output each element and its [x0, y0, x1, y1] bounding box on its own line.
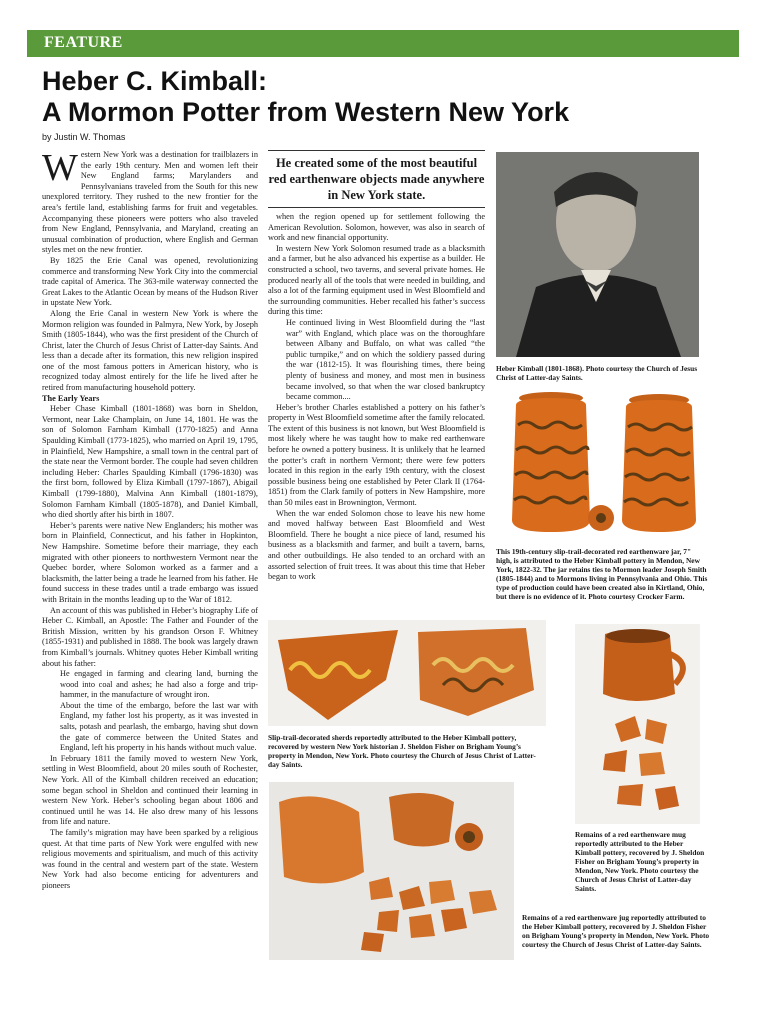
sherds-caption: Slip-trail-decorated sherds reportedly attributed to the Heber Kimball pottery, recovered by western New York historian J. Sheldon Fisher on Brigham Young’s property in Mendon, New York. Photo courtesy the Church of Jesus Christ of Latter-day Saints.	[268, 733, 536, 769]
paragraph: An account of this was published in Heber’s biography Life of Heber C. Kimball, an Apostle: The Father and Founder of the British Mission, written by his grandson Orson F. Whitney (1855-1931) and published in 1888. The book was largely drawn from Kimball’s journals. Whitney quotes Heber Kimball writing about his father:	[42, 605, 258, 668]
block-quote: He continued living in West Bloomfield during the “last war” with England, which place was on the thoroughfare between Albany and Buffalo, on what was called “the public turnpike,” and on which the soldiery passed during the war (1812-15). It was flourishing times, there being plenty of business and money, and most men in business became involved, so that when the war closed bankruptcy became common....	[286, 317, 485, 402]
block-quote: About the time of the embargo, before the last war with England, my father lost his property, as it was invested in salts, potash and pearlash, the embargo, having shut down the gate of commerce between the United States and England, left his property in his hands without much value.	[60, 700, 258, 753]
column-2	[268, 212, 485, 583]
section-banner	[27, 30, 739, 57]
jars-photo	[496, 390, 708, 540]
paragraph: In western New York Solomon resumed trade as a blacksmith and a farmer, but he also advanced his expertise as a builder. He constructed a school, two taverns, and several private homes. He produced nearly all of the tools that were needed in building, and also a lot of the farming equipment used in West Bloomfield and the surrounding communities. Heber recalled his father’s success during this time:	[268, 243, 485, 317]
byline: by Justin W. Thomas	[42, 132, 126, 142]
portrait-photo	[496, 152, 699, 357]
paragraph: In February 1811 the family moved to western New York, settling in West Bloomfield, about 20 miles south of Rochester, New York. All of the Kimball children received an education; some began school in Sheldon and continued their learning in western New York. Heber’s schooling began about 1806 and continued until he was 14. He also drew many of his lessons from life and nature.	[42, 753, 258, 827]
column-1	[42, 147, 258, 892]
portrait-caption: Heber Kimball (1801-1868). Photo courtesy the Church of Jesus Christ of Latter-day Saints.	[496, 364, 698, 382]
sherds-photo	[268, 620, 546, 726]
mug-caption: Remains of a red earthenware mug reportedly attributed to the Heber Kimball pottery, recovered by J. Sheldon Fisher on Brigham Young’s property in Mendon, New York. Photo courtesy the Church of Jesus Christ of Latter-day Saints.	[575, 830, 705, 893]
jug-caption: Remains of a red earthenware jug reportedly attributed to the Heber Kimball pottery, recovered by J. Sheldon Fisher on Brigham Young’s property in Mendon, New York. Photo courtesy the Church of Jesus Christ of Latter-day Saints.	[522, 913, 710, 949]
mug-photo	[575, 624, 700, 824]
paragraph: Western New York was a destination for trailblazers in the early 19th century. Men and women left their New England farms; Marylanders and Pennsylvanians traveled from the South for this new unexplored territory. They rushed to the new frontier for the area’s fertile land, establishing farms for fruit and vegetables. Accompanying these pioneers were potters who also traveled from New England, Pennsylvania, and Maryland, creating an unusual combination of production, where English and German styles met on the new frontier.	[42, 147, 258, 255]
paragraph: Heber’s brother Charles established a pottery on his father’s property in West Bloomfield sometime after the family relocated. The extent of this business is not known, but West Bloomfield is most likely where he was taught how to make red earthenware before he owned a pottery business. It is unlikely that he learned the potter’s craft in northern Vermont; there were few potters located in this region in the early 19th century, with the closest possible business being one established by Peter Clark II (1764-1851) from the Clark family of potters in New Hampshire, more than 50 miles east in Brownington, Vermont.	[268, 402, 485, 508]
drop-cap: W	[42, 147, 78, 189]
pull-quote: He created some of the most beautiful red earthenware objects made anywhere in New York state.	[268, 150, 485, 208]
paragraph: Heber Chase Kimball (1801-1868) was born in Sheldon, Vermont, near Lake Champlain, on June 14, 1801. He was the son of Solomon Farnham Kimball (1770-1825) and Anna Spaulding Kimball (1773-1825), who married on April 19, 1795, in Plainfield, New Hampshire, a small town in the central part of the state near the Vermont border. The couple had seven children including Heber: Charles Spaulding Kimball (1796-1830) was the first born, followed by Eliza Kimball (1797-1867), Abigail Kimball (1799-1880), Malvina Ann Kimball (1801-1879), Solomon Farnham Kimball (1805-1878), and Daniel Kimball, who died shortly after his birth in 1807.	[42, 404, 258, 520]
paragraph: Heber’s parents were native New Englanders; his mother was born in Plainfield, Connecticut, and his father in Hopkinton, New Hampshire. Sometime before their marriage, they each migrated with other pioneers to northwestern Vermont near the Quebec border, where Solomon worked as a farmer and a blacksmith, the latter being a trade he learned from his father. He found success in these trades until a trade embargo was issued with Britain in the months leading up to the War of 1812.	[42, 520, 258, 604]
paragraph: By 1825 the Erie Canal was opened, revolutionizing commerce and transforming New York City into the commercial trade capital of America. The 363-mile waterway connected the Great Lakes to the Atlantic Ocean by means of the Hudson River in upstate New York.	[42, 255, 258, 308]
jars-caption: This 19th-century slip-trail-decorated red earthenware jar, 7" high, is attributed to the Heber Kimball pottery in Mendon, New York, 1822-32. The jar retains ties to Mormon leader Joseph Smith (1805-1844) and to Mormons living in Pennsylvania and Ohio. This type of production could have been created also in Kirtland, Ohio, but there is no evidence of it. Photo courtesy Crocker Farm.	[496, 547, 708, 601]
section-label: FEATURE	[44, 34, 123, 51]
subheading: The Early Years	[42, 393, 100, 403]
article-title	[42, 66, 742, 128]
title-line-2: A Mormon Potter from Western New York	[42, 97, 570, 127]
paragraph: When the war ended Solomon chose to leave his new home and moved halfway between East Bloomfield and West Bloomfield. There he bought a nice piece of land, resumed his business as a blacksmith and farmer, and built a tavern, barns, and other outbuildings. He also tended to an orchard with an assorted selection of fruit trees. It was about this time that Heber began to work	[268, 508, 485, 582]
jug-photo	[269, 782, 514, 960]
paragraph: Along the Erie Canal in western New York is where the Mormon religion was founded in Palmyra, New York, by Joseph Smith (1805-1844), who was the first president of the Church of Christ, later the Church of Jesus Christ of Latter-day Saints. And less than a decade after its formation, this new religion inspired one of the most famous potters in American history, who is recognized today almost entirely for the life he lived after he retired from manufacturing household pottery.	[42, 308, 258, 393]
paragraph: when the region opened up for settlement following the American Revolution. Solomon, however, was also in search of work and new financial opportunity.	[268, 212, 485, 243]
block-quote: He engaged in farming and clearing land, burning the wood into coal and ashes; he had also a forge and trip-hammer, in the manufacture of wrought iron.	[60, 669, 258, 700]
paragraph: The family’s migration may have been sparked by a religious quest. At that time parts of New York were engulfed with new religious movements and spiritualism, and much of this activity was found in the central and western part of the state. Western New York had also become enticing for adventurers and pioneers	[42, 828, 258, 890]
title-line-1: Heber C. Kimball:	[42, 66, 268, 96]
